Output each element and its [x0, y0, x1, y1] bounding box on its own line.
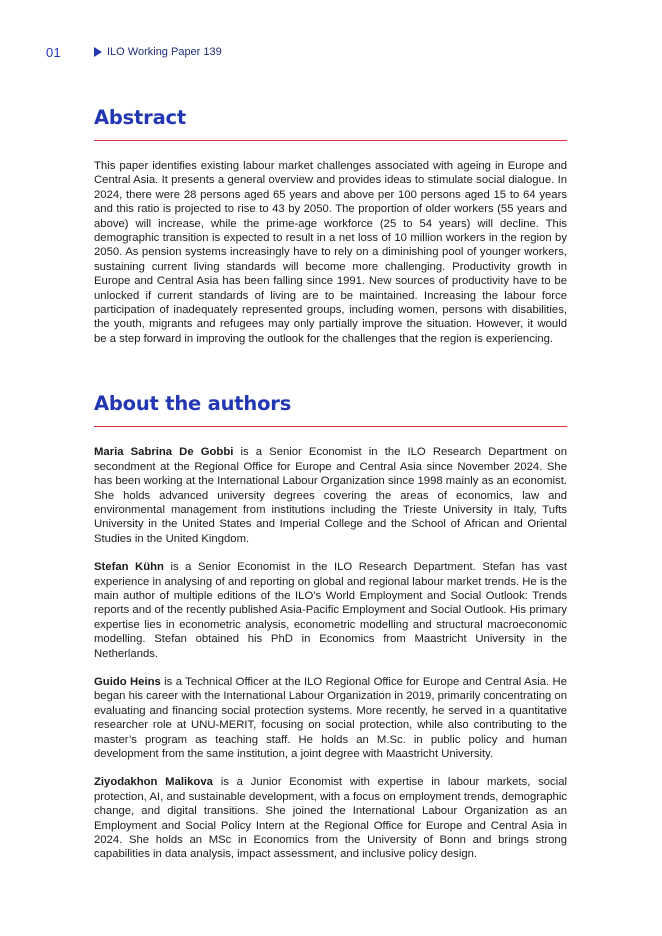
authors-heading-rule — [94, 426, 567, 427]
author-bio — [94, 675, 567, 761]
author-description: is a Senior Economist in the ILO Research Department. Stefan has vast experience in analysing of and reporting on global and regional labour market trends. He is the main author of multiple editions of the ILO’s World Employment and Social Outlook: Trends reports and of the recently published Asia-Pacific Employment and Social Outlook. His primary expertise lies in econometric analysis, econometric modelling and structural macroeconomic modelling. Stefan obtained his PhD in Economics from Maastricht University in the Netherlands. — [94, 561, 567, 660]
abstract-heading-rule — [94, 140, 567, 141]
authors-section — [94, 392, 567, 862]
authors-heading: About the authors — [94, 392, 292, 416]
abstract-heading: Abstract — [94, 106, 187, 129]
author-bio — [94, 775, 567, 861]
play-triangle-icon — [94, 47, 102, 57]
author-name: Maria Sabrina De Gobbi — [94, 446, 234, 459]
author-description: is a Technical Officer at the ILO Regional Office for Europe and Central Asia. He began his career with the International Labour Organization in 2019, primarily concentrating on evaluating and financing social protection systems. More recently, he served in a quantitative researcher role at UNU-MERIT, focusing on social protection, while also contributing to the master’s program as teaching staff. He holds an M.Sc. in public policy and human development from the same institution, a joint degree with Maastricht University. — [94, 675, 567, 760]
main-content — [94, 106, 567, 862]
series-title: ILO Working Paper 139 — [107, 46, 222, 58]
author-description: is a Junior Economist with expertise in labour markets, social protection, AI, and sustainable development, with a focus on employment trends, demographic change, and digital transitions. She joined the International Labour Organization as an Employment and Social Policy Intern at the Regional Office for Europe and Central Asia in 2024. She holds an MSc in Economics from the University of Bonn and brings strong capabilities in data analysis, impact assessment, and inclusive policy design. — [94, 776, 568, 861]
authors-list — [94, 445, 567, 862]
series-title-link[interactable] — [94, 46, 222, 58]
author-name: Ziyodakhon Malikova — [94, 776, 213, 789]
author-name: Guido Heins — [94, 675, 161, 688]
running-header — [46, 43, 222, 61]
author-name: Stefan Kühn — [94, 561, 164, 574]
author-bio — [94, 560, 567, 661]
abstract-body: This paper identifies existing labour market challenges associated with ageing in Europe and Central Asia. It presents a general overview and provides ideas to stimulate social dialogue. In 2024, there were 28 persons aged 65 years and above per 100 persons aged 15 to 64 years and this ratio is projected to rise to 43 by 2050. The proportion of older workers (55 years and above) will increase, while the prime-age workforce (25 to 54 years) will decline. This demographic transition is expected to result in a net loss of 10 million workers in the region by 2050. As pension systems increasingly have to rely on a diminishing pool of younger workers, sustaining current living standards will become more challenging. Productivity growth in Europe and Central Asia has been falling since 1991. New sources of productivity have to be unlocked if current standards of living are to be maintained. Increasing the labour force participation of inadequately represented groups, including women, persons with disabilities, the youth, migrants and refugees may only partially improve the situation. However, it would be a step forward in improving the outlook for the challenges that the region is experiencing. — [94, 160, 567, 345]
page-number: 01 — [46, 44, 62, 60]
author-bio — [94, 445, 567, 546]
abstract-section — [94, 106, 567, 346]
author-description: is a Senior Economist in the ILO Research Department on secondment at the Regional Office for Europe and Central Asia since November 2024. She has been working at the International Labour Organization since 1998 mainly as an economist. She holds advanced university degrees covering the areas of economics, law and environmental management from institutions including the Trieste University in Italy, Tufts University in the United States and Imperial College and the School of African and Oriental Studies in the United Kingdom. — [94, 446, 567, 545]
